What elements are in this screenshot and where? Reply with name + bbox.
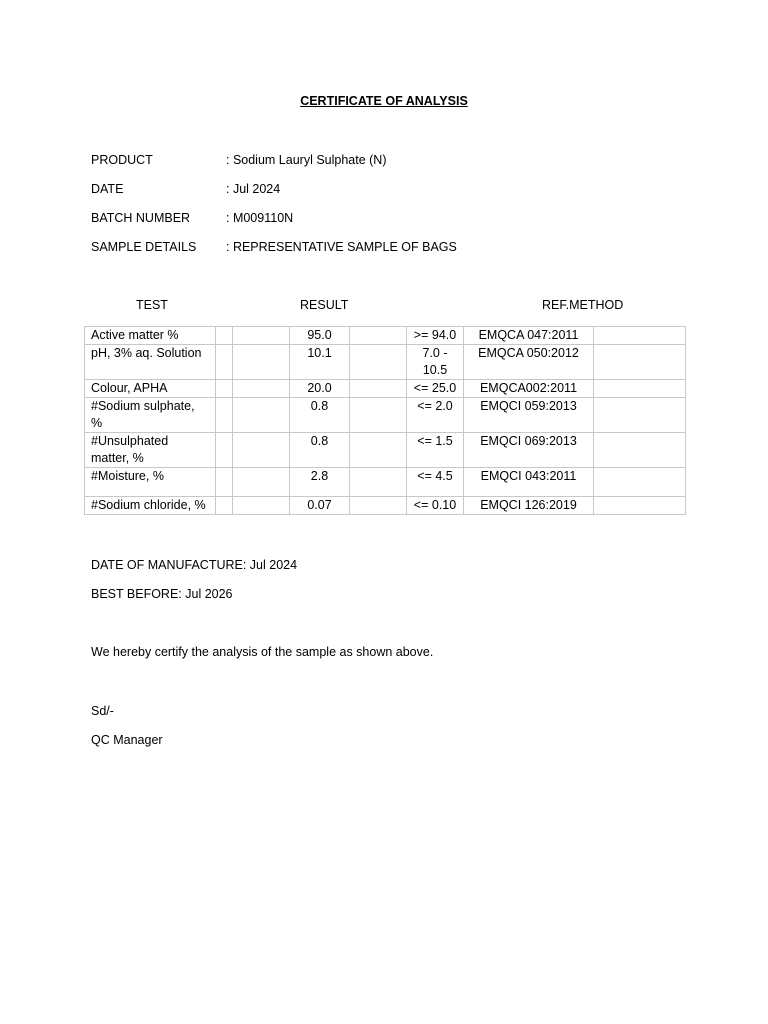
signature: Sd/- [91,704,114,718]
empty-cell [216,433,233,468]
result-value: 0.8 [290,398,350,433]
certification-statement: We hereby certify the analysis of the sample as shown above. [91,645,434,659]
ref-method: EMQCI 126:2019 [464,497,594,515]
ref-method: EMQCI 043:2011 [464,468,594,497]
test-name: Active matter % [85,327,216,345]
field-label-batch-number: BATCH NUMBER [91,211,191,225]
ref-method: EMQCA 050:2012 [464,345,594,380]
ref-method: EMQCI 059:2013 [464,398,594,433]
result-value: 2.8 [290,468,350,497]
result-value: 95.0 [290,327,350,345]
test-name: #Sodium chloride, % [85,497,216,515]
spec-limit: 7.0 - 10.5 [407,345,464,380]
empty-cell [350,497,407,515]
empty-cell [216,327,233,345]
table-row [85,345,686,380]
field-value-batch-number: : M009110N [226,211,294,225]
ref-method: EMQCA002:2011 [464,380,594,398]
spec-limit: <= 25.0 [407,380,464,398]
empty-cell [233,327,290,345]
empty-cell [216,398,233,433]
field-value-sample-details: : REPRESENTATIVE SAMPLE OF BAGS [226,240,457,254]
empty-cell [216,345,233,380]
table-row [85,497,686,515]
empty-cell [233,433,290,468]
empty-cell [594,468,686,497]
column-header-test: TEST [136,298,168,312]
result-value: 10.1 [290,345,350,380]
spec-limit: <= 2.0 [407,398,464,433]
empty-cell [233,345,290,380]
empty-cell [233,468,290,497]
empty-cell [350,327,407,345]
ref-method: EMQCA 047:2011 [464,327,594,345]
table-row [85,398,686,433]
test-name: Colour, APHA [85,380,216,398]
table-row [85,468,686,497]
result-value: 0.8 [290,433,350,468]
test-name: #Sodium sulphate, % [85,398,216,433]
empty-cell [350,380,407,398]
empty-cell [216,497,233,515]
empty-cell [233,380,290,398]
empty-cell [594,398,686,433]
empty-cell [350,433,407,468]
empty-cell [233,497,290,515]
test-name: #Moisture, % [85,468,216,497]
signatory-title: QC Manager [91,733,163,747]
empty-cell [594,327,686,345]
document-title [0,94,768,108]
result-value: 0.07 [290,497,350,515]
empty-cell [350,345,407,380]
empty-cell [216,468,233,497]
spec-limit: >= 94.0 [407,327,464,345]
test-name: #Unsulphated matter, % [85,433,216,468]
results-table [84,326,686,515]
table-row [85,380,686,398]
result-value: 20.0 [290,380,350,398]
empty-cell [216,380,233,398]
table-row [85,327,686,345]
spec-limit: <= 4.5 [407,468,464,497]
empty-cell [233,398,290,433]
ref-method: EMQCI 069:2013 [464,433,594,468]
best-before: BEST BEFORE: Jul 2026 [91,587,233,601]
spec-limit: <= 0.10 [407,497,464,515]
date-of-manufacture: DATE OF MANUFACTURE: Jul 2024 [91,558,298,572]
empty-cell [350,468,407,497]
field-label-product: PRODUCT [91,153,153,167]
table-row [85,433,686,468]
field-label-date: DATE [91,182,124,196]
test-name: pH, 3% aq. Solution [85,345,216,380]
empty-cell [594,345,686,380]
spec-limit: <= 1.5 [407,433,464,468]
field-value-product: : Sodium Lauryl Sulphate (N) [226,153,387,167]
field-label-sample-details: SAMPLE DETAILS [91,240,197,254]
empty-cell [594,497,686,515]
empty-cell [594,433,686,468]
column-header-ref-method: REF.METHOD [542,298,624,312]
field-value-date: : Jul 2024 [226,182,281,196]
empty-cell [350,398,407,433]
empty-cell [594,380,686,398]
column-header-result: RESULT [300,298,349,312]
document-title-text: CERTIFICATE OF ANALYSIS [300,94,468,108]
